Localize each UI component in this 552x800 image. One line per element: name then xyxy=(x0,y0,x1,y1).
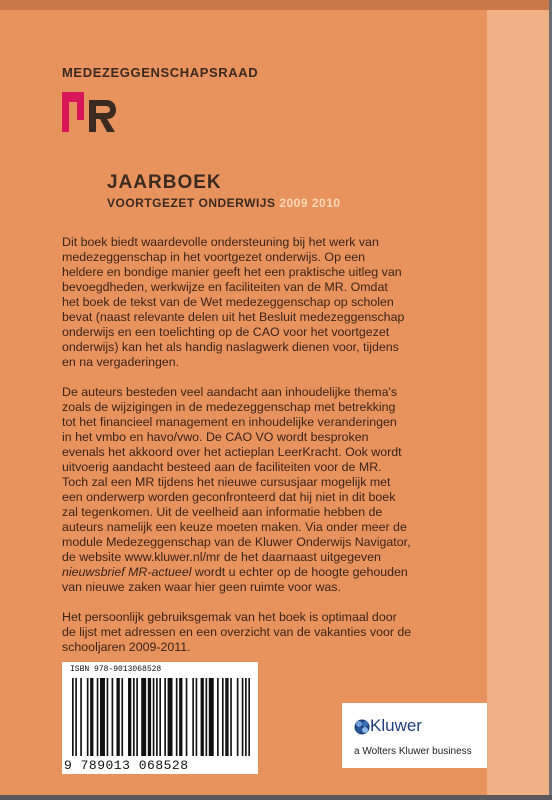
blurb-line: module Medezeggenschap van de Kluwer Onderwijs Navigator, xyxy=(62,535,411,549)
barcode-bar xyxy=(222,678,224,756)
barcode-bar xyxy=(176,678,178,756)
blurb-line: uitvoerig aandacht besteed aan de faciliteiten voor de MR. xyxy=(62,460,382,474)
blurb-line: een onderwerp worden geconfronteerd dat hij niet in dit boek xyxy=(62,490,396,504)
blurb-line: evenals het akkoord over het actieplan LeerKracht. Ook wordt xyxy=(62,445,402,459)
barcode-bar xyxy=(179,678,182,756)
barcode-bar xyxy=(87,678,89,756)
blurb-line: bevat (naast relevante delen uit het Besluit medezeggenschap xyxy=(62,310,405,324)
blurb-paragraph-3 xyxy=(62,610,482,655)
barcode-bar xyxy=(112,678,114,756)
barcode-bar xyxy=(186,678,188,756)
blurb-text xyxy=(62,235,482,670)
blurb-line: heldere en bondige manier geeft het een praktische uitleg van xyxy=(62,265,402,279)
barcode-bar xyxy=(97,678,99,756)
subtitle-text: VOORTGEZET ONDERWIJS xyxy=(107,196,276,210)
blurb-line: zal tegenkomen. Uit de veelheid aan informatie hebben de xyxy=(62,505,383,519)
blurb-line: tot het financieel management en inhoudelijke veranderingen xyxy=(62,415,397,429)
subtitle-years: 2009 2010 xyxy=(279,196,341,210)
blurb-paragraph-2 xyxy=(62,385,482,595)
blurb-line: schooljaren 2009-2011. xyxy=(62,640,191,654)
barcode-bar xyxy=(192,678,194,756)
barcode-bar xyxy=(159,678,161,756)
barcode-bar xyxy=(248,678,250,756)
barcode xyxy=(72,678,250,756)
barcode-bar xyxy=(141,678,146,756)
blurb-line-mixed xyxy=(62,565,482,580)
publisher-name: Kluwer xyxy=(370,716,422,735)
barcode-bar xyxy=(206,678,208,756)
blurb-line: de website www.kluwer.nl/mr de het daarnaast uitgegeven xyxy=(62,550,381,564)
barcode-bar xyxy=(230,678,232,756)
barcode-bar xyxy=(72,678,74,756)
blurb-line: medezeggenschap in het voortgezet onderwijs. Op een xyxy=(62,250,366,264)
blurb-line: onderwijs) kan het als handig naslagwerk dienen voor, tijdens xyxy=(62,340,399,354)
series-label: MEDEZEGGENSCHAPSRAAD xyxy=(62,65,259,80)
barcode-bar xyxy=(164,678,166,756)
blurb-line: Het persoonlijk gebruiksgemak van het boek is optimaal door xyxy=(62,610,397,624)
blurb-line: en na vergaderingen. xyxy=(62,355,180,369)
cover-bottom-edge xyxy=(0,795,552,800)
newsletter-title: nieuwsbrief MR-actueel xyxy=(62,565,192,579)
barcode-bar xyxy=(133,678,135,756)
barcode-bar xyxy=(245,678,247,756)
barcode-bar xyxy=(168,678,173,756)
blurb-line: bevoegdheden, werkwijze en faciliteiten van de MR. Omdat xyxy=(62,280,388,294)
blurb-line: onderwijs en een toelichting op de CAO voor het voortgezet xyxy=(62,325,390,339)
barcode-bar xyxy=(128,678,131,756)
barcode-bar xyxy=(121,678,123,756)
barcode-bar xyxy=(242,678,244,756)
barcode-bar xyxy=(196,678,198,756)
blurb-line: het boek de tekst van de Wet medezeggenschap op scholen xyxy=(62,295,394,309)
barcode-bar xyxy=(156,678,158,756)
barcode-bar xyxy=(153,678,155,756)
blurb-line: auteurs namelijk een keuze moeten maken. Via onder meer de xyxy=(62,520,407,534)
blurb-line-tail: wordt u echter op de hoogte gehouden xyxy=(191,565,408,579)
cover-right-panel xyxy=(487,10,549,800)
book-title: JAARBOEK xyxy=(107,172,222,193)
blurb-line: Toch zal een MR tijdens het nieuwe cursusjaar mogelijk met xyxy=(62,475,391,489)
barcode-bar xyxy=(80,678,82,756)
isbn-label: ISBN 978-9013068528 xyxy=(70,665,162,674)
barcode-bar xyxy=(117,678,120,756)
book-subtitle xyxy=(107,196,341,210)
blurb-line: van nieuwe zaken waar hier geen ruimte voor was. xyxy=(62,580,341,594)
kluwer-logo-icon xyxy=(354,719,370,735)
barcode-bar xyxy=(209,678,214,756)
blurb-line: in het vmbo en havo/vwo. De CAO VO wordt besproken xyxy=(62,430,369,444)
barcode-bar xyxy=(237,678,239,756)
mr-logo xyxy=(62,92,118,132)
cover-top-strip xyxy=(0,0,552,10)
barcode-bar xyxy=(107,678,109,756)
barcode-bar xyxy=(201,678,204,756)
barcode-bar xyxy=(148,678,151,756)
barcode-bar xyxy=(90,678,93,756)
blurb-paragraph-1 xyxy=(62,235,482,370)
barcode-digits: 9 789013 068528 xyxy=(64,758,189,773)
barcode-bar xyxy=(136,678,138,756)
blurb-line: Dit boek biedt waardevolle ondersteuning bij het werk van xyxy=(62,235,379,249)
barcode-bar xyxy=(75,678,77,756)
barcode-box xyxy=(62,662,258,774)
barcode-bar xyxy=(225,678,228,756)
barcode-bar xyxy=(217,678,219,756)
blurb-line: De auteurs besteden veel aandacht aan inhoudelijke thema's xyxy=(62,385,398,399)
publisher-tagline: a Wolters Kluwer business xyxy=(354,746,472,757)
publisher-box xyxy=(342,703,487,768)
blurb-line: de lijst met adressen en een overzicht van de vakanties voor de xyxy=(62,625,412,639)
blurb-line: zoals de wijzigingen in de medezeggenschap met betrekking xyxy=(62,400,396,414)
barcode-bar xyxy=(100,678,105,756)
